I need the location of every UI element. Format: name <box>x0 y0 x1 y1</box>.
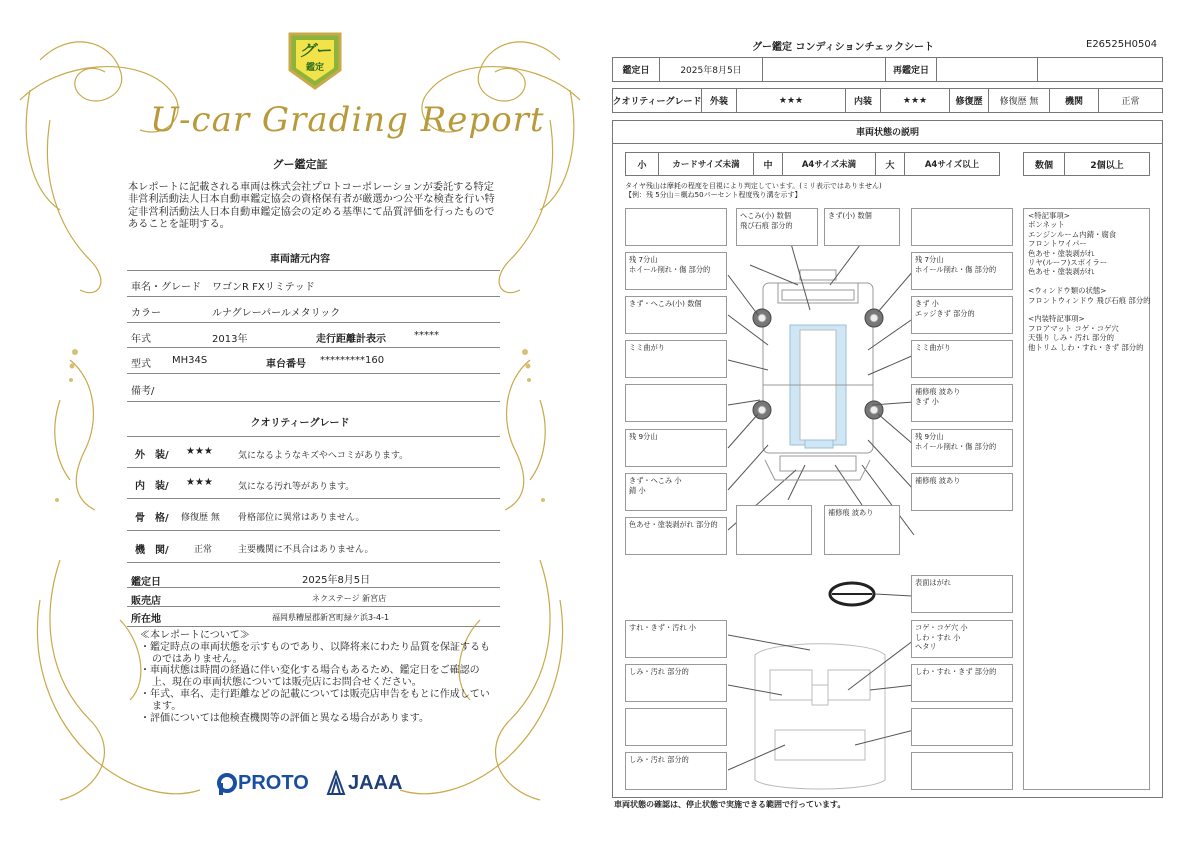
exterior-comment: 気になるようなキズやヘコミがあります。 <box>238 451 409 461</box>
label-int-rear-left: しみ・汚れ 部分的 <box>625 752 727 790</box>
note-item: ・評価については他検査機関等の評価と異なる場合があります。 <box>140 712 429 724</box>
interior-label: 内 装/ <box>135 481 169 492</box>
model-label: 型式 <box>131 359 151 370</box>
size-mid-desc: A4サイズ未満 <box>782 152 876 176</box>
special-notes-panel <box>1023 208 1150 790</box>
label-right-door: 補修痕 波あり きず 小 <box>911 384 1013 422</box>
state-heading: 車両状態の説明 <box>612 120 1163 144</box>
size-large-desc: A4サイズ以上 <box>904 152 1000 176</box>
name-value: ワゴンR FXリミテッド <box>212 282 315 293</box>
engine-label: 機 関/ <box>135 545 169 556</box>
size-small-desc: カードサイズ未満 <box>658 152 754 176</box>
engine-value: 正常 <box>1098 88 1163 113</box>
count-value: 2個以上 <box>1064 152 1150 176</box>
label-int-right-seat: しわ・すれ・きず 部分的 <box>911 664 1013 702</box>
note-item: ・年式、車名、走行距離などの記載については販売店申告をもとに作成しています。 <box>140 688 490 712</box>
exterior-label: 外 装/ <box>135 450 169 461</box>
count-label: 数個 <box>1023 152 1065 176</box>
dealer-name: ネクステージ 新宮店 <box>312 594 387 603</box>
chassis-value: *********160 <box>320 355 385 366</box>
label-rear-left: 色あせ・塗装剥がれ 部分的 <box>625 517 727 555</box>
quality-heading: クオリティーグレード <box>250 418 350 429</box>
proto-logo-text: PROTO <box>238 772 309 794</box>
tire-note-1: タイヤ残山は摩耗の程度を目視により判定しています。(ミリ表示ではありません) <box>625 182 882 190</box>
proto-logo-icon <box>216 772 238 796</box>
exterior-value: ★★★ <box>736 88 846 113</box>
interior-value: ★★★ <box>880 88 950 113</box>
label-int-dash: すれ・きず・汚れ 小 <box>625 620 727 658</box>
label-right-tire-rear: 残 9分山 ホイール削れ・傷 部分的 <box>911 429 1013 467</box>
document-id: E26525H0504 <box>1086 39 1158 50</box>
address-label: 所在地 <box>131 614 161 625</box>
frame-grade: 修復歴 無 <box>181 513 220 523</box>
address-value: 福岡県糟屋郡新宮町緑ケ浜3-4-1 <box>272 613 390 622</box>
frame-label: 骨 格/ <box>135 513 169 524</box>
label-steering: 表面はがれ <box>911 575 1013 613</box>
exterior-grade: ★★★ <box>186 446 213 457</box>
chassis-label: 車台番号 <box>266 359 306 370</box>
repair-value: 修復歴 無 <box>988 88 1050 113</box>
grade-label: クオリティーグレード <box>612 88 702 113</box>
jaaa-logo-icon <box>326 770 346 796</box>
model-value: MH34S <box>172 355 208 366</box>
appraisal-date: 2025年8月5日 <box>302 575 371 586</box>
label-right-mirror: ミミ曲がり <box>911 340 1013 378</box>
repair-label: 修復歴 <box>949 88 989 113</box>
report-title: U-car Grading Report <box>150 100 545 140</box>
label-left-mirror: ミミ曲がり <box>625 340 727 378</box>
exterior-label: 外装 <box>701 88 737 113</box>
mileage-label: 走行距離計表示 <box>316 334 386 345</box>
appraisal-date: 2025年8月5日 <box>659 57 763 82</box>
note-item: ・車両状態は時間の経過に伴い変化する場合もあるため、鑑定日をご確認の上、現在の車両状態については販売店にお問合せください。 <box>140 665 480 689</box>
size-mid: 中 <box>753 152 783 176</box>
label-left-tire-front: 残 7分山 ホイール削れ・傷 部分的 <box>625 252 727 290</box>
label-int-right-front: コゲ・コゲ穴 小 しわ・すれ 小 へタリ <box>911 620 1013 658</box>
footer-note: 車両状態の確認は、停止状態で実施できる範囲で行っています。 <box>614 800 846 809</box>
label-front-center: へこみ(小) 数個 飛び石痕 部分的 <box>736 208 818 246</box>
logo-text-top: グー <box>298 41 331 60</box>
condition-check-sheet <box>600 0 1200 848</box>
engine-label: 機関 <box>1049 88 1099 113</box>
engine-grade: 正常 <box>194 545 213 555</box>
remarks-label: 備考/ <box>131 386 155 397</box>
name-label: 車名・グレード <box>131 282 201 293</box>
interior-comment: 気になる汚れ等があります。 <box>238 482 355 492</box>
label-front-right: きず(小) 数個 <box>824 208 900 246</box>
label-left-quarter: きず・へこみ 小 錆 小 <box>625 473 727 511</box>
report-notes <box>140 630 495 724</box>
label-right-quarter: 補修痕 波あり <box>911 473 1013 511</box>
sheet-title: グー鑑定 コンディションチェックシート <box>752 42 935 53</box>
logo-text-bottom: 鑑定 <box>305 63 324 73</box>
interior-grade: ★★★ <box>186 477 213 488</box>
appraisal-date-label: 鑑定日 <box>612 57 660 82</box>
notes-heading: ≪本レポートについて≫ <box>140 630 250 641</box>
year-label: 年式 <box>131 334 151 345</box>
spec-heading: 車両諸元内容 <box>270 254 330 265</box>
label-rear-right: 補修痕 波あり <box>824 505 900 555</box>
mileage-value: ***** <box>414 330 439 341</box>
color-value: ルナグレーパールメタリック <box>212 308 341 319</box>
jaaa-logo-text: JAAA <box>348 772 403 794</box>
size-small: 小 <box>625 152 659 176</box>
appraisal-date-label: 鑑定日 <box>131 577 161 588</box>
frame-comment: 骨格部位に異常はありません。 <box>238 513 365 523</box>
color-label: カラー <box>131 308 161 319</box>
label-right-tire-front: 残 7分山 ホイール削れ・傷 部分的 <box>911 252 1013 290</box>
label-right-fender: きず 小 エッジきず 部分的 <box>911 296 1013 334</box>
engine-comment: 主要機関に不具合はありません。 <box>238 545 374 555</box>
certificate-heading: グー鑑定証 <box>272 158 328 171</box>
interior-label: 内装 <box>845 88 881 113</box>
reappraisal-label: 再鑑定日 <box>885 57 937 82</box>
note-item: ・鑑定時点の車両状態を示すものであり、以降将来にわたり品質を保証するものではありません。 <box>140 641 490 665</box>
certificate-body: 本レポートに記載される車両は株式会社プロトコーポレーションが委託する特定非営利活動法人日本自動車鑑定協会の資格保有者が厳選かつ公平な検査を行い特定非営利活動法人日本自動車鑑定協会の定める基準にて品質評価を行ったものであることを証明する。 <box>128 182 495 230</box>
label-int-left-seat: しみ・汚れ 部分的 <box>625 664 727 702</box>
special-notes: <特記事項> ボンネット エンジンルーム内錆・腐食 フロントワイパー 色あせ・塗装剥がれ リヤ(ルーフ)スポイラー 色あせ・塗装剥がれ <ウィンドウ類の状態> フロントウィンドウ 飛び石痕 部分的 <内装特記事項> フロアマット コゲ・コゲ穴 天張り しみ・汚れ 部分的 他トリム しわ・すれ・きず 部分的 <box>1028 211 1151 352</box>
year-value: 2013年 <box>212 334 248 345</box>
label-left-fender: きず・へこみ(小) 数個 <box>625 296 727 334</box>
label-left-tire-rear: 残 9分山 <box>625 429 727 467</box>
dealer-label: 販売店 <box>131 596 161 607</box>
tire-note-2: 【例：残 5分山＝概ね50パーセント程度残り溝を示す】 <box>625 191 802 199</box>
size-large: 大 <box>875 152 905 176</box>
